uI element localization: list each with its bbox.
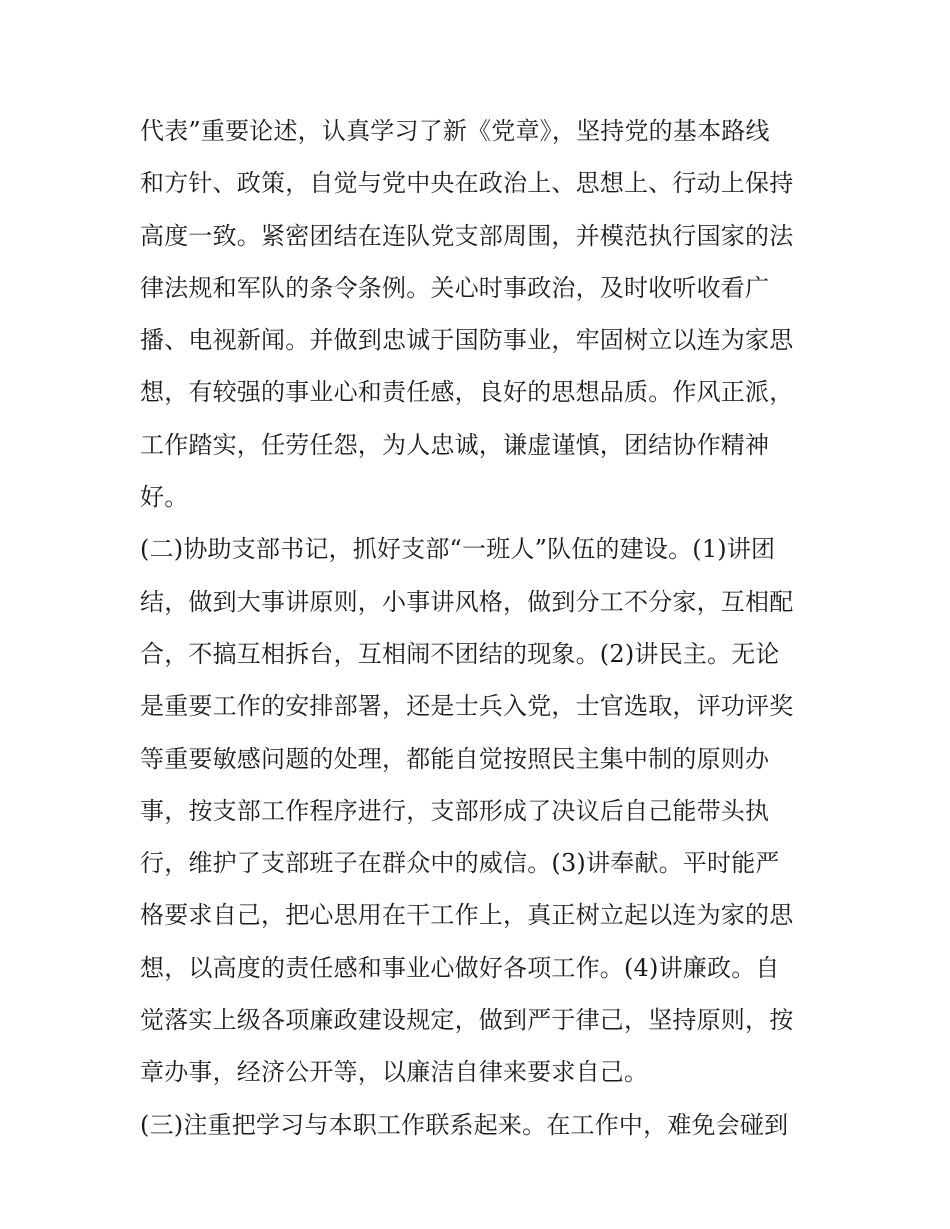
text-line: 是重要工作的安排部署，还是士兵入党，士官选取，评功评奖	[140, 692, 794, 721]
text-line: 合，不搞互相拆台，互相闹不团结的现象。(2)讲民主。无论	[140, 639, 780, 668]
text-line: 律法规和军队的条令条例。关心时事政治，及时收听收看广	[140, 273, 770, 302]
text-line: 想，有较强的事业心和责任感，良好的思想品质。作风正派，	[140, 378, 794, 407]
text-line: 想，以高度的责任感和事业心做好各项工作。(4)讲廉政。自	[140, 953, 780, 982]
text-line: 结，做到大事讲原则，小事讲风格，做到分工不分家，互相配	[140, 587, 794, 616]
text-line: 工作踏实，任劳任怨，为人忠诚，谦虚谨慎，团结协作精神	[140, 430, 770, 459]
text-line: 好。	[140, 483, 189, 512]
text-line: 代表”重要论述，认真学习了新《党章》，坚持党的基本路线	[140, 117, 770, 145]
text-line: 播、电视新闻。并做到忠诚于国防事业，牢固树立以连为家思	[140, 326, 794, 355]
text-line: 事，按支部工作程序进行，支部形成了决议后自己能带头执	[140, 796, 770, 825]
document-body	[140, 105, 830, 1151]
text-line: 觉落实上级各项廉政建设规定，做到严于律己，坚持原则，按	[140, 1006, 794, 1035]
text-line: 等重要敏感问题的处理，都能自觉按照民主集中制的原则办	[140, 744, 770, 773]
text-line: 和方针、政策，自觉与党中央在政治上、思想上、行动上保持	[140, 169, 794, 198]
section-heading-line: (三)注重把学习与本职工作联系起来。在工作中，难免会碰到	[140, 1110, 789, 1139]
text-line: 格要求自己，把心思用在干工作上，真正树立起以连为家的思	[140, 901, 794, 930]
section-heading-line: (二)协助支部书记，抓好支部“一班人”队伍的建设。(1)讲团	[140, 535, 776, 564]
text-line: 行，维护了支部班子在群众中的威信。(3)讲奉献。平时能严	[140, 849, 780, 878]
text-line: 章办事，经济公开等，以廉洁自律来要求自己。	[140, 1058, 649, 1087]
text-line: 高度一致。紧密团结在连队党支部周围，并模范执行国家的法	[140, 221, 794, 250]
